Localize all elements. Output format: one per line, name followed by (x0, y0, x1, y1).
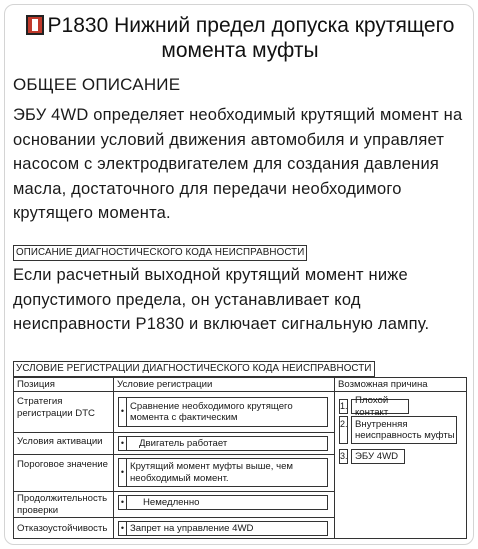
warning-icon (26, 15, 44, 35)
cause-box (351, 395, 409, 418)
bullet-icon: • (119, 459, 127, 486)
condition-box (118, 521, 328, 536)
cause-number: 3. (339, 449, 348, 464)
column-divider (113, 378, 114, 538)
cause-box (351, 416, 457, 444)
condition-value: Немедленно (143, 496, 200, 508)
column-divider (334, 378, 335, 538)
dtc-conditions-table (13, 377, 467, 539)
row-label: Стратегия регистрации DTC (17, 396, 95, 419)
condition-box (118, 436, 328, 451)
column-header-position: Позиция (17, 379, 55, 390)
dtc-conditions-heading: УСЛОВИЕ РЕГИСТРАЦИИ ДИАГНОСТИЧЕСКОГО КОДА НЕИСПРАВНОСТИ (13, 361, 375, 377)
cause-text: ЭБУ 4WD (355, 450, 399, 462)
condition-box (118, 495, 328, 510)
header-divider (14, 391, 466, 392)
row-label: Условия активации (17, 436, 103, 447)
dtc-card (4, 4, 474, 545)
bullet-icon: • (119, 496, 127, 509)
condition-value: Запрет на управление 4WD (130, 522, 254, 534)
dtc-description-heading: ОПИСАНИЕ ДИАГНОСТИЧЕСКОГО КОДА НЕИСПРАВНОСТИ (13, 245, 307, 261)
cause-number: 2. (339, 416, 348, 444)
general-heading: ОБЩЕЕ ОПИСАНИЕ (13, 75, 181, 94)
condition-box (118, 458, 328, 487)
bullet-icon: • (119, 522, 127, 535)
page-title-text: P1830 Нижний предел допуска крутящего момента муфты (47, 14, 455, 62)
bullet-icon: • (119, 437, 127, 450)
column-header-condition: Условие регистрации (117, 379, 213, 390)
cause-number: 1. (339, 399, 348, 414)
row-label: Пороговое значение (17, 459, 108, 470)
condition-box (118, 397, 328, 427)
row-label: Отказоустойчивость (17, 523, 108, 534)
row-divider (14, 491, 334, 492)
general-text: ЭБУ 4WD определяет необходимый крутящий момент на основании условий движения автомобиля и управляет насосом с электродвигателем для создания давления масла, достаточного для передачи необходимого крутящего момента. (13, 106, 463, 222)
row-divider (14, 454, 334, 455)
dtc-description-text: Если расчетный выходной крутящий момент ниже допустимого предела, он устанавливает код неисправности P1830 и включает сигнальную лампу. (13, 266, 430, 333)
row-divider (14, 517, 334, 518)
condition-value: Двигатель работает (139, 437, 228, 449)
row-divider (14, 432, 334, 433)
condition-value: Сравнение необходимого крутящего момента с фактическим (130, 400, 293, 423)
cause-text: Плохой контакт (355, 395, 389, 418)
cause-text: Внутренняя неисправность муфты (355, 418, 455, 441)
column-header-cause: Возможная причина (338, 379, 428, 390)
page-title (13, 13, 467, 63)
condition-value: Крутящий момент муфты выше, чем необходимый момент. (130, 461, 294, 484)
cause-box (351, 449, 405, 464)
bullet-icon: • (119, 398, 127, 426)
row-label: Продолжительность проверки (17, 493, 108, 516)
